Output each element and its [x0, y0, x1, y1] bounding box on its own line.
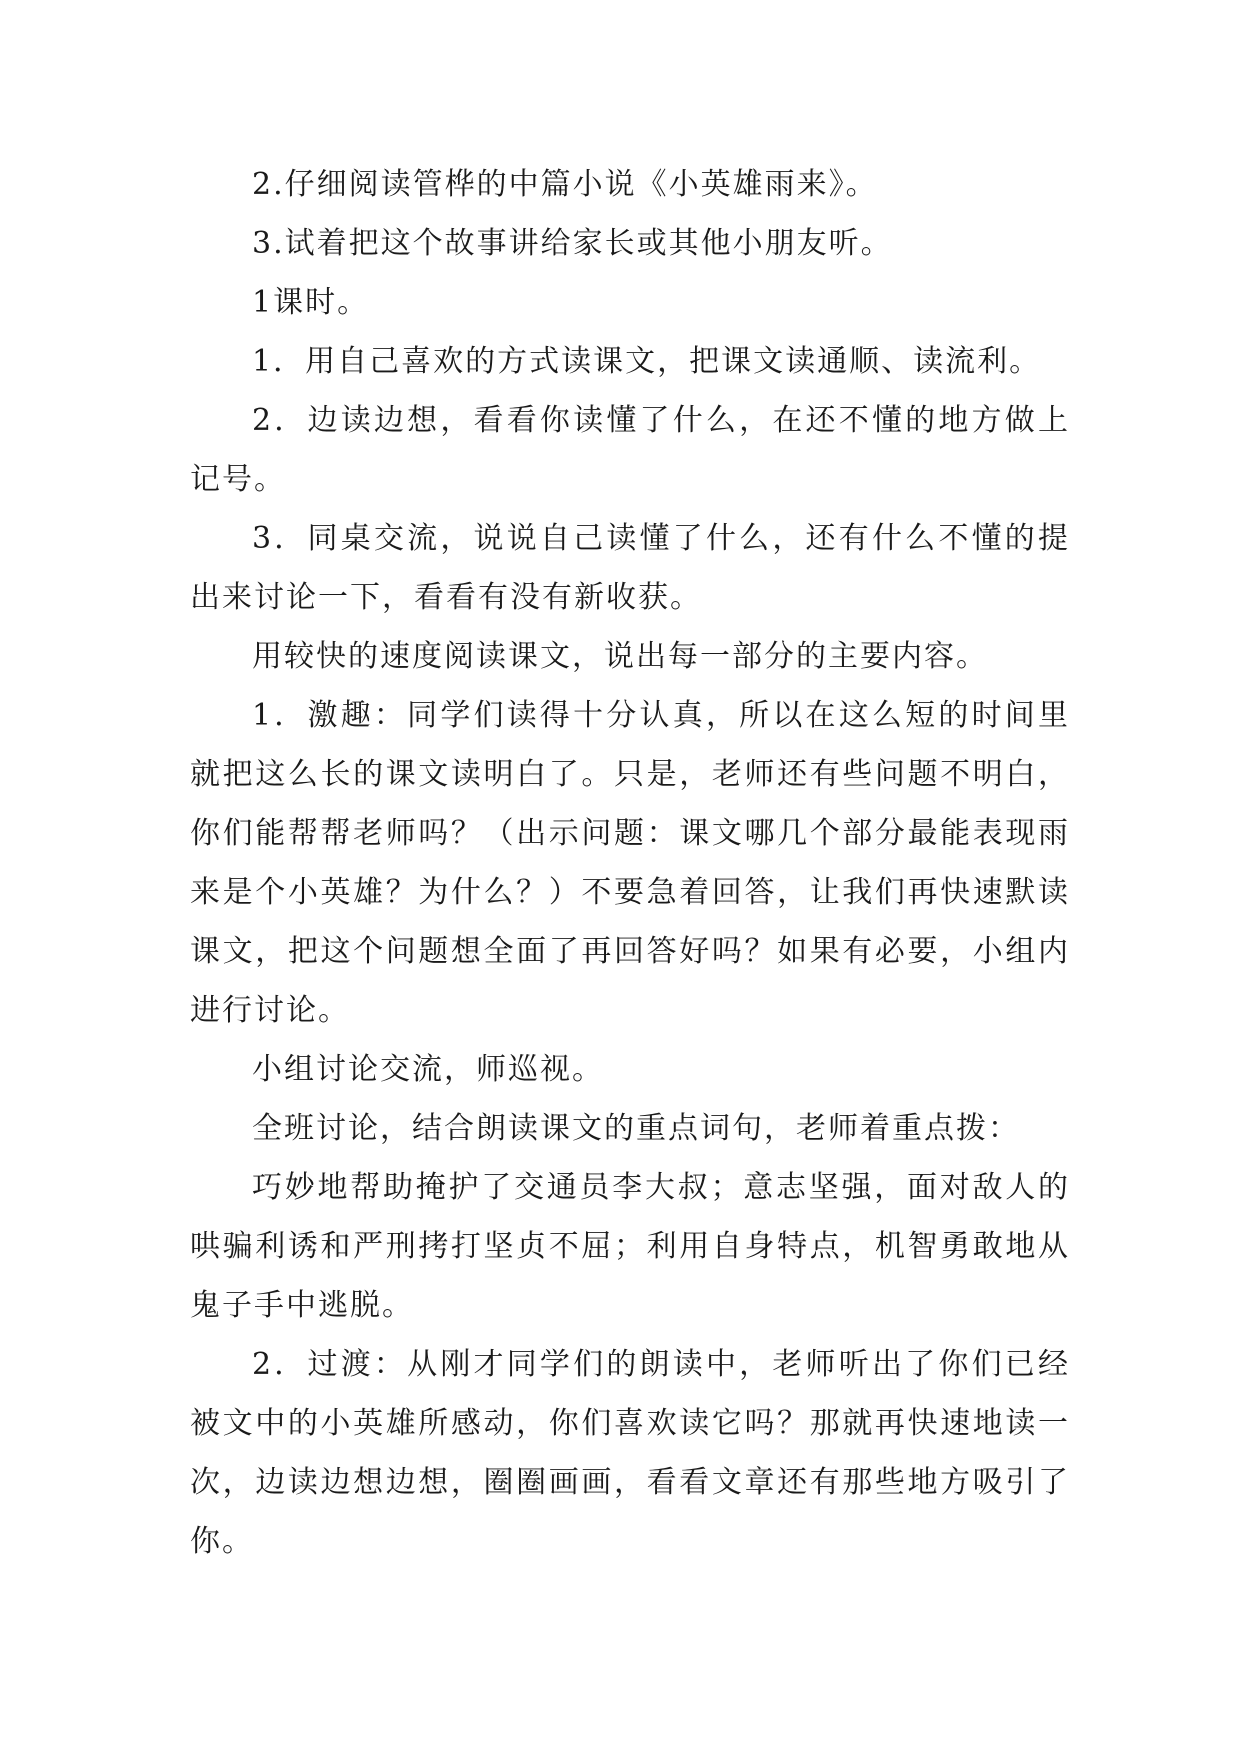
paragraph-1: 2.仔细阅读管桦的中篇小说《小英雄雨来》。 — [252, 167, 878, 202]
paragraph-10: 全班讨论，结合朗读课文的重点词句，老师着重点拨： — [252, 1111, 1020, 1146]
paragraph-9: 小组讨论交流，师巡视。 — [252, 1052, 604, 1087]
paragraph-11: 巧妙地帮助掩护了交通员李大叔；意志坚强，面对敌人的哄骗利诱和严刑拷打坚贞不屈；利用自身特点，机智勇敢地从鬼子手中逃脱。 — [190, 1170, 1070, 1323]
paragraph-3: 1课时。 — [252, 285, 370, 320]
paragraph-8: 1．激趣：同学们读得十分认真，所以在这么短的时间里就把这么长的课文读明白了。只是，老师还有些问题不明白，你们能帮帮老师吗？（出示问题：课文哪几个部分最能表现雨来是个小英雄？为什么？）不要急着回答，让我们再快速默读课文，把这个问题想全面了再回答好吗？如果有必要，小组内进行讨论。 — [190, 698, 1070, 1028]
document-body — [190, 155, 1070, 1571]
paragraph-4: 1．用自己喜欢的方式读课文，把课文读通顺、读流利。 — [252, 344, 1042, 379]
paragraph-5: 2．边读边想，看看你读懂了什么，在还不懂的地方做上记号。 — [190, 403, 1070, 497]
paragraph-2: 3.试着把这个故事讲给家长或其他小朋友听。 — [252, 226, 893, 261]
paragraph-6: 3．同桌交流，说说自己读懂了什么，还有什么不懂的提出来讨论一下，看看有没有新收获。 — [190, 521, 1070, 615]
paragraph-7: 用较快的速度阅读课文，说出每一部分的主要内容。 — [252, 639, 988, 674]
paragraph-12: 2．过渡：从刚才同学们的朗读中，老师听出了你们已经被文中的小英雄所感动，你们喜欢读它吗？那就再快速地读一次，边读边想边想，圈圈画画，看看文章还有那些地方吸引了你。 — [190, 1347, 1070, 1559]
